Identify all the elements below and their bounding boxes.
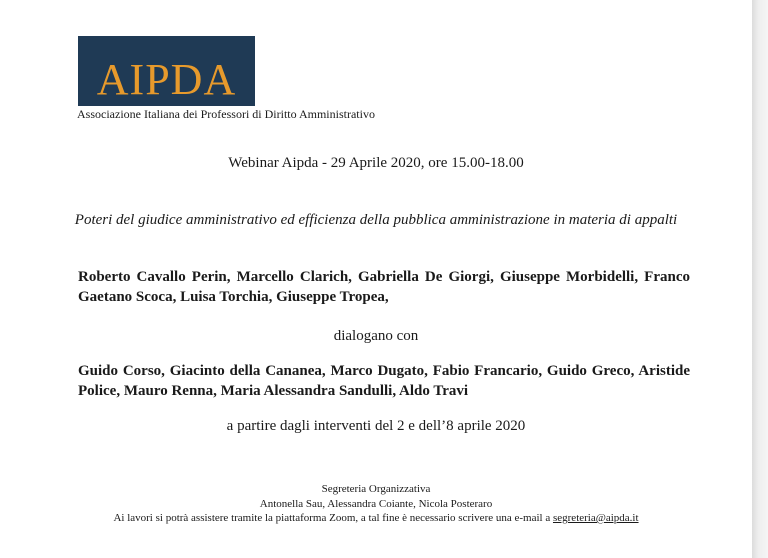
webinar-subtitle: Poteri del giudice amministrativo ed efficienza della pubblica amministrazione in materia di appalti xyxy=(74,212,678,228)
attendance-info xyxy=(0,512,752,524)
aipda-logo xyxy=(78,36,255,106)
association-name: Associazione Italiana dei Professori di Diritto Amministrativo xyxy=(77,107,375,121)
email-link[interactable]: segreteria@aipda.it xyxy=(552,512,639,524)
speakers-group-1: Roberto Cavallo Perin, Marcello Clarich, Gabriella De Giorgi, Giuseppe Morbidelli, Franco Gaetano Scoca, Luisa Torchia, Giuseppe Tropea, xyxy=(78,269,690,305)
secretariat-names: Antonella Sau, Alessandra Coiante, Nicola Posteraro xyxy=(259,498,493,510)
speakers-group-2: Guido Corso, Giacinto della Cananea, Marco Dugato, Fabio Francario, Guido Greco, Aristide Police, Mauro Renna, Maria Alessandra Sandulli, Aldo Travi xyxy=(78,363,690,399)
secretariat-title: Segreteria Organizzativa xyxy=(321,483,431,495)
dialogue-line: dialogano con xyxy=(333,328,419,344)
logo-text: AIPDA xyxy=(96,55,237,104)
page-edge-shadow xyxy=(752,0,768,558)
webinar-date-line: Webinar Aipda - 29 Aprile 2020, ore 15.00-18.00 xyxy=(228,155,524,171)
starting-from-line: a partire dagli interventi del 2 e dell’8 aprile 2020 xyxy=(226,418,526,434)
attendance-info-text: Ai lavori si potrà assistere tramite la piattaforma Zoom, a tal fine è necessario scrivere una e-mail a xyxy=(113,512,553,524)
